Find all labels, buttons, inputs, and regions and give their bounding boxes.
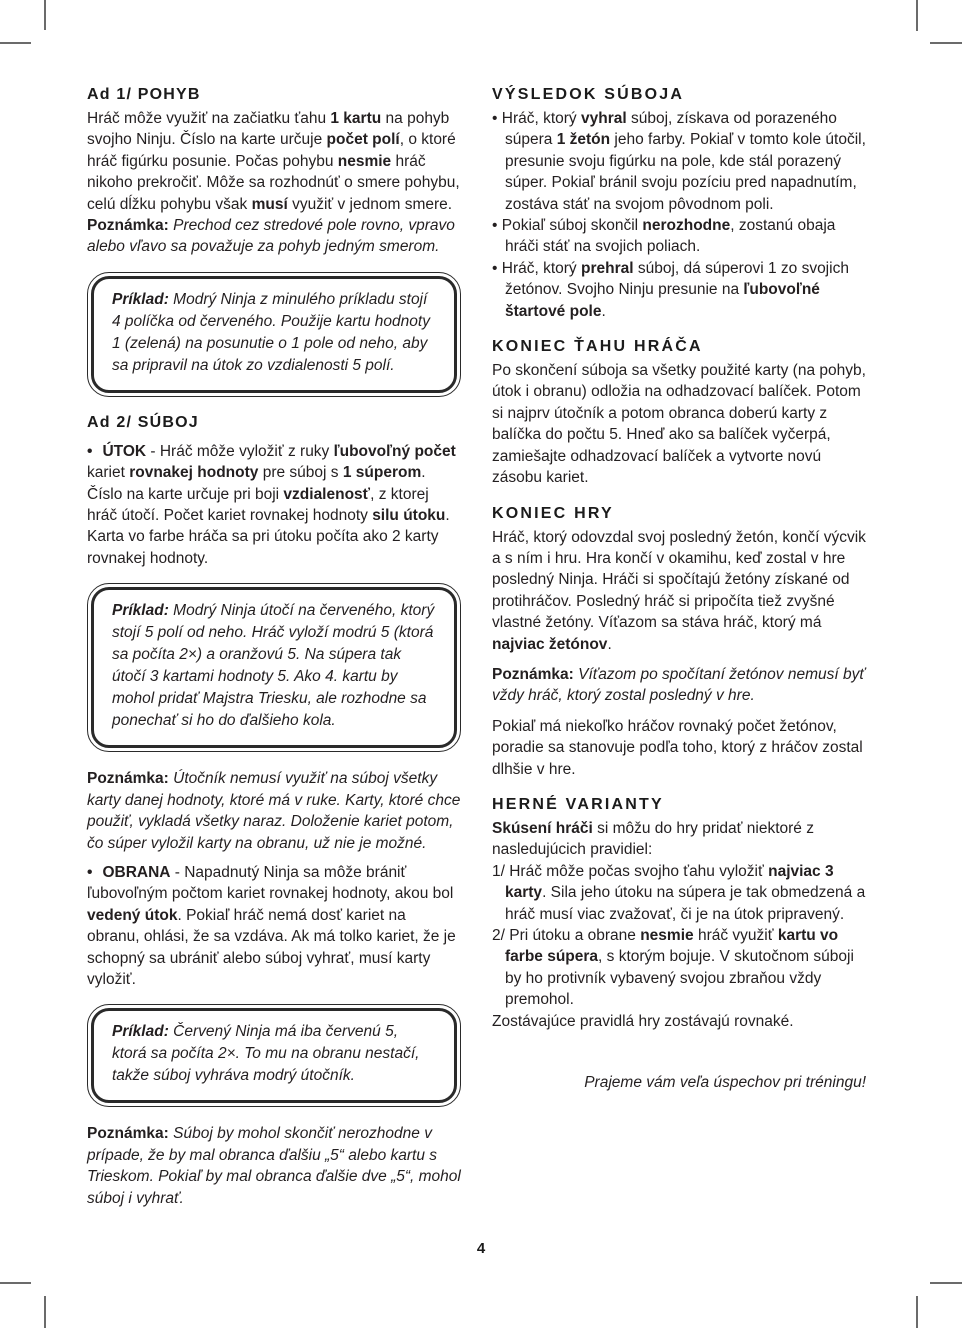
vysledok-bullet-2-text: Pokiaľ súboj skončil nerozhodne, zostanú obaja hráči stáť na svojich poliach. <box>501 217 836 256</box>
heading-pohyb: Ad 1/ POHYB <box>87 86 201 103</box>
example-box-1 <box>87 272 461 397</box>
bullet-glyph: • <box>87 863 93 881</box>
example-box-2-inner <box>91 587 457 748</box>
page-number: 4 <box>476 1240 486 1257</box>
vysledok-bullet-1-text: Hráč, ktorý vyhral súboj, získava od porazeného súpera 1 žetón jeho farby. Pokiaľ v tomto kole útočil, presunie svoju figúrku na pole, kde stál porazený súper. Pokiaľ bránil svoju pozíciu pred napadnutím, zostáva stáť na svojom pôvodnom poli. <box>501 110 866 213</box>
right-column <box>492 85 866 1209</box>
crop-mark-bottom-left-vertical <box>44 1296 46 1328</box>
vysledok-bullet-2 <box>492 215 866 258</box>
utok-text: ÚTOK - Hráč môže vyložiť z ruky ľubovoľný počet kariet rovnakej hodnoty pre súboj s 1 súperom. Číslo na karte určuje pri boji vzdialenosť, z ktorej hráč útočí. Počet kariet rovnakej hodnoty silu útoku. Karta vo farbe hráča sa pri útoku počíta ako 2 karty rovnakej hodnoty. <box>87 442 456 567</box>
bullet-glyph: • <box>492 259 498 277</box>
crop-mark-top-right-vertical <box>916 0 918 31</box>
example-box-3-inner <box>91 1008 457 1103</box>
varianty-closing: Zostávajúce pravidlá hry zostávajú rovnaké. <box>492 1012 794 1030</box>
vysledok-bullet-3 <box>492 258 866 322</box>
heading-suboj: Ad 2/ SÚBOJ <box>87 413 199 431</box>
pohyb-body: Hráč môže využiť na začiatku ťahu 1 kartu na pohyb svojho Ninju. Číslo na karte určuje počet polí, o ktoré hráč figúrku posunie. Počas pohybu nesmie hráč nikoho prekročiť. Môže sa rozhodnúť o smere pohybu, celú dĺžku pohybu však musí využiť v jednom smere. <box>87 110 460 213</box>
bullet-glyph: • <box>492 110 498 127</box>
pohyb-note: Poznámka: Prechod cez stredové pole rovno, vpravo alebo vľavo sa považuje za pohyb jedným smerom. <box>87 217 455 256</box>
varianty-item-1: 1/ Hráč môže počas svojho ťahu vyložiť najviac 3 karty. Sila jeho útoku na súpera je tak obmedzená a hráč musí viac zvažovať, či je na útok pripravený. <box>492 862 866 923</box>
heading-herne-varianty: HERNÉ VARIANTY <box>492 795 664 813</box>
varianty-item-2: 2/ Pri útoku a obrane nesmie hráč využiť kartu vo farbe súpera, s ktorým bojuje. V skutočnom súboji by ho protivník vybavený svojou zbraňou vždy premohol. <box>492 927 854 1009</box>
example-box-2 <box>87 583 461 752</box>
heading-koniec-tahu: KONIEC ŤAHU HRÁČA <box>492 338 703 356</box>
obrana-text: OBRANA - Napadnutý Ninja sa môže brániť ľubovoľným počtom kariet rovnakej hodnoty, akou bol vedený útok. Pokiaľ hráč nemá dosť kariet na obranu, ohlási, že sa vzdáva. Ak má tolko kariet, že je schopný sa ubrániť alebo súboj vyhrať, musí karty vyložiť. <box>87 863 456 988</box>
koniec-hry-tie: Pokiaľ má niekoľko hráčov rovnaký počet žetónov, poradie sa stanovuje podľa toho, ktorý z hráčov zostal dlhšie v hre. <box>492 717 863 778</box>
obrana-paragraph <box>87 862 461 990</box>
example-2-text: Príklad: Modrý Ninja útočí na červeného, ktorý stojí 5 polí od neho. Hráč vyloží modrú 5 (ktorá sa počíta 2×) a oranžovú 5. Na súpera tak útočí 3 kartami hodnoty 5. Ako 4. kartu by mohol pridať Majstra Triesku, ale rozhodne sa ponechať si ho do ďalšieho kola. <box>112 602 435 730</box>
vysledok-bullet-1 <box>492 108 866 215</box>
heading-vysledok-suboja: VÝSLEDOK SÚBOJA <box>492 86 685 103</box>
utok-paragraph <box>87 441 461 569</box>
left-column <box>87 85 461 1209</box>
example-box-3 <box>87 1004 461 1107</box>
example-box-1-inner <box>91 276 457 393</box>
example-1-text: Príklad: Modrý Ninja z minulého príkladu stojí 4 políčka od červeného. Použije kartu hodnoty 1 (zelená) na posunutie o 1 pole od neho, aby sa pripravil na útok zo vzdialenosti 5 polí. <box>112 290 430 374</box>
obrana-note: Poznámka: Súboj by mohol skončiť nerozhodne v prípade, že by mal obranca ďalšiu „5“ alebo kartu s Trieskom. Pokiaľ by mal obranca ďalšie dve „5“, mohol súboj i vyhrať. <box>87 1125 461 1207</box>
suboj-note: Poznámka: Útočník nemusí využiť na súboj všetky karty danej hodnoty, ktoré má v ruke. Karty, ktoré chce použiť, vykladá všetky naraz. Doloženie kariet potom, čo súper vyložil karty na obranu, už nie je možné. <box>87 770 461 852</box>
koniec-tahu-body: Po skončení súboja sa všetky použité karty (na pohyb, útok i obranu) odložia na odhadzovací balíček. Potom si najprv útočník a potom obranca doberú karty z balíčka do počtu 5. Hneď ako sa balíček vyčerpá, zamiešajte odhadzovací balíček a vytvorte novú zásobu kariet. <box>492 362 866 487</box>
crop-mark-top-left-vertical <box>44 0 46 30</box>
page-content <box>87 85 867 1209</box>
example-3-text: Príklad: Červený Ninja má iba červenú 5, ktorá sa počíta 2×. To mu na obranu nestačí, takže súboj vyhráva modrý útočník. <box>112 1023 420 1085</box>
varianty-intro: Skúsení hráči si môžu do hry pridať niektoré z nasledujúcich pravidiel: <box>492 819 814 859</box>
crop-mark-top-right-horizontal <box>930 42 962 44</box>
koniec-hry-body: Hráč, ktorý odovzdal svoj posledný žetón, končí výcvik a s ním i hru. Hra končí v okamihu, keď zostal v hre posledný Ninja. Hráči si spočítajú žetóny získané od protihráčov. Posledný hráč si pripočíta tiež zvyšné vlastné žetóny. Víťazom sa stáva hráč, ktorý má najviac žetónov. <box>492 528 866 653</box>
crop-mark-bottom-right-vertical <box>916 1296 918 1328</box>
crop-mark-bottom-left-horizontal <box>0 1282 31 1284</box>
koniec-hry-note: Poznámka: Víťazom po spočítaní žetónov nemusí byť vždy hráč, ktorý zostal posledný v hre. <box>492 665 865 705</box>
bullet-glyph: • <box>87 442 93 460</box>
crop-mark-top-left-horizontal <box>0 42 31 44</box>
crop-mark-bottom-right-horizontal <box>930 1282 962 1284</box>
bullet-glyph: • <box>492 217 498 235</box>
signoff-line: Prajeme vám veľa úspechov pri tréningu! <box>584 1074 866 1092</box>
vysledok-bullet-3-text: Hráč, ktorý prehral súboj, dá súperovi 1 zo svojich žetónov. Svojho Ninju presunie na ľubovoľné štartové pole. <box>501 259 849 320</box>
heading-koniec-hry: KONIEC HRY <box>492 504 614 522</box>
